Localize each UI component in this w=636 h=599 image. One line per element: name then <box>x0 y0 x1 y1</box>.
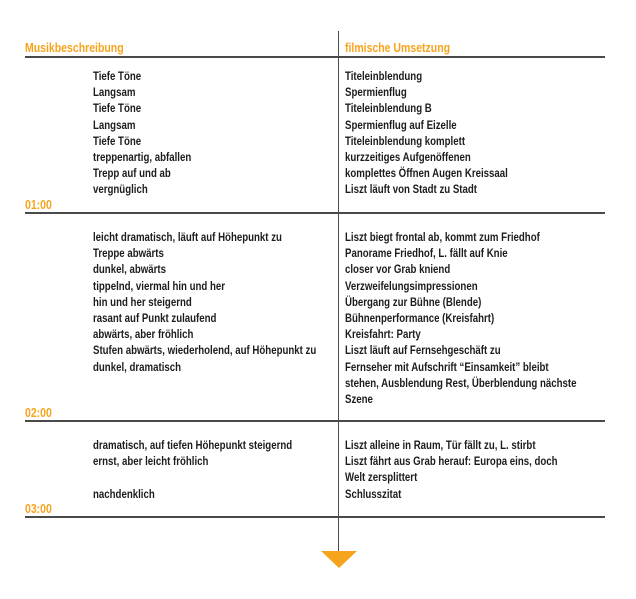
entry-text: Trepp auf und ab <box>93 168 171 181</box>
timeline-down-arrow-icon <box>321 551 357 568</box>
entry-text: Spermienflug auf Eizelle <box>345 119 457 132</box>
film-column <box>345 69 508 199</box>
entry-text: Spermienflug <box>345 87 407 100</box>
film-column <box>345 230 577 408</box>
entry-text: abwärts, aber fröhlich <box>93 329 194 342</box>
entry-text: Verzweifelungsimpressionen <box>345 280 478 293</box>
entry-text: Fernseher mit Aufschrift “Einsamkeit” bleibt <box>345 361 549 374</box>
entry-text: Titeleinblendung <box>345 71 423 83</box>
entry-text: Liszt läuft von Stadt zu Stadt <box>345 184 478 197</box>
timeline-section <box>0 69 636 214</box>
entry-text: Liszt läuft auf Fernsehgeschäft zu <box>345 345 501 358</box>
timeline-section <box>0 230 636 422</box>
film-column <box>345 438 558 503</box>
header-underline <box>25 56 605 58</box>
entry-text: Tiefe Töne <box>93 135 142 148</box>
entry-text: komplettes Öffnen Augen Kreissaal <box>345 168 508 181</box>
entry-text: kurzzeitiges Aufgenöffenen <box>345 152 471 165</box>
entry-text: Liszt alleine in Raum, Tür fällt zu, L. stirbt <box>345 440 536 452</box>
entry-text: nachdenklich <box>93 488 155 501</box>
entry-text: ernst, aber leicht fröhlich <box>93 456 209 469</box>
time-label: 01:00 <box>25 198 52 212</box>
column-header-film: filmische Umsetzung <box>345 41 451 55</box>
blank-row <box>93 470 292 486</box>
entry-text: Welt zersplittert <box>345 472 418 485</box>
entry-text: Tiefe Töne <box>93 103 142 116</box>
entry-text: leicht dramatisch, läuft auf Höhepunkt zu <box>93 232 282 244</box>
entry-text: Titeleinblendung komplett <box>345 135 466 148</box>
section-divider-line <box>25 420 605 422</box>
entry-text: Liszt biegt frontal ab, kommt zum Friedhof <box>345 232 540 244</box>
entry-text: Bühnenperformance (Kreisfahrt) <box>345 313 495 326</box>
entry-text: tippelnd, viermal hin und her <box>93 280 226 293</box>
entry-text: stehen, Ausblendung Rest, Überblendung nächste <box>345 377 577 390</box>
entry-text: Treppe abwärts <box>93 248 164 261</box>
entry-text: Langsam <box>93 119 136 132</box>
entry-text: rasant auf Punkt zulaufend <box>93 313 217 326</box>
entry-text: Szene <box>345 394 373 407</box>
time-label: 02:00 <box>25 406 52 420</box>
entry-text: Tiefe Töne <box>93 71 142 83</box>
column-header-music: Musikbeschreibung <box>25 41 124 55</box>
entry-text: Langsam <box>93 87 136 100</box>
section-divider-line <box>25 212 605 214</box>
time-label: 03:00 <box>25 502 52 516</box>
music-column <box>93 69 191 199</box>
entry-text: closer vor Grab kniend <box>345 264 451 277</box>
entry-text: Übergang zur Bühne (Blende) <box>345 296 482 309</box>
entry-text: treppenartig, abfallen <box>93 152 192 165</box>
section-divider-line <box>25 516 605 518</box>
music-column <box>93 230 316 376</box>
entry-text: dunkel, abwärts <box>93 264 167 277</box>
entry-text: Titeleinblendung B <box>345 103 432 116</box>
entry-text: Stufen abwärts, wiederholend, auf Höhepunkt zu <box>93 345 317 358</box>
entry-text: dunkel, dramatisch <box>93 361 182 374</box>
entry-text: Liszt fährt aus Grab herauf: Europa eins, doch <box>345 456 558 469</box>
timeline-section <box>0 438 636 518</box>
entry-text: Schlusszitat <box>345 488 402 501</box>
entry-text: hin und her steigernd <box>93 296 192 309</box>
entry-text: Panorame Friedhof, L. fällt auf Knie <box>345 248 508 261</box>
entry-text: vergnüglich <box>93 184 148 197</box>
entry-text: Kreisfahrt: Party <box>345 329 421 342</box>
entry-text: dramatisch, auf tiefen Höhepunkt steigernd <box>93 440 293 452</box>
music-column <box>93 438 292 503</box>
